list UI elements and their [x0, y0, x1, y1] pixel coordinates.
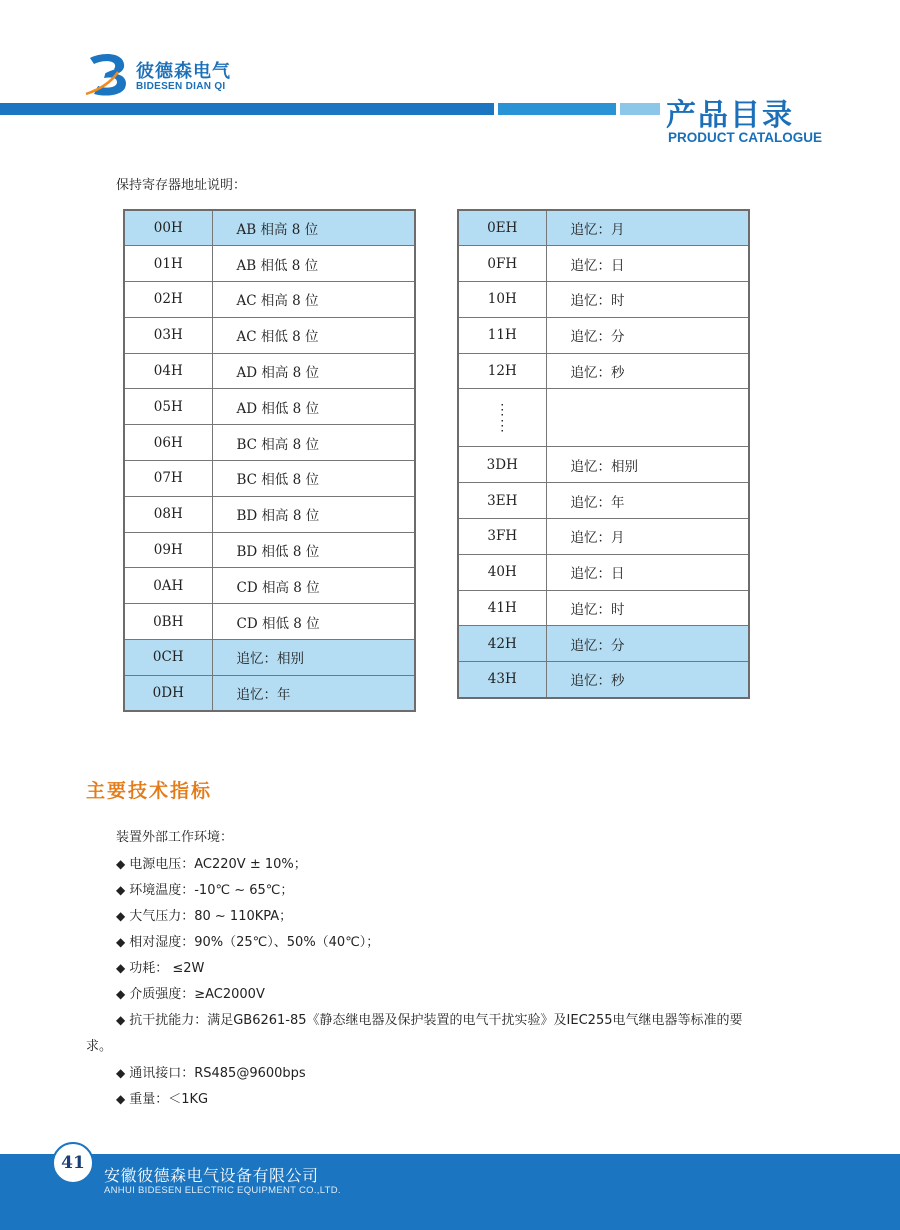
register-description: 追忆：年: [212, 675, 415, 711]
register-description: BD 相低 8 位: [212, 532, 415, 568]
catalogue-title-cn: 产品目录: [666, 98, 794, 133]
register-description: 追忆：日: [546, 246, 749, 282]
register-row: [458, 282, 749, 318]
register-description: 追忆：年: [546, 483, 749, 519]
register-address: 04H: [124, 353, 212, 389]
register-row: [124, 640, 415, 676]
register-row: [458, 389, 749, 447]
register-row: [458, 519, 749, 555]
register-description: 追忆：相别: [212, 640, 415, 676]
register-row: [124, 317, 415, 353]
register-row: [458, 590, 749, 626]
header-bar-mid: [498, 103, 616, 115]
register-table-left: [123, 209, 416, 712]
register-row: [458, 447, 749, 483]
register-address: 0EH: [458, 210, 546, 246]
register-address: 0AH: [124, 568, 212, 604]
register-description: 追忆：分: [546, 626, 749, 662]
register-row: [124, 353, 415, 389]
register-row: [124, 604, 415, 640]
register-address: 09H: [124, 532, 212, 568]
register-address: 08H: [124, 496, 212, 532]
register-row: [124, 568, 415, 604]
register-description: 追忆：月: [546, 519, 749, 555]
register-row: [458, 626, 749, 662]
register-row: [124, 389, 415, 425]
page-number: 41: [52, 1142, 94, 1184]
ellipsis-icon: ⋮: [495, 401, 510, 418]
spec-item: ◆ 环境温度：-10℃ ~ 65℃；: [116, 883, 294, 898]
register-address: 0DH: [124, 675, 212, 711]
logo-en-text: BIDESEN DIAN QI: [136, 81, 226, 92]
diamond-bullet-icon: ◆: [116, 1066, 126, 1080]
diamond-bullet-icon: ◆: [116, 1013, 126, 1027]
register-address: 10H: [458, 282, 546, 318]
register-row: [124, 282, 415, 318]
register-description: AC 相高 8 位: [212, 282, 415, 318]
register-address: 11H: [458, 317, 546, 353]
register-caption: 保持寄存器地址说明：: [116, 178, 247, 193]
company-logo: [84, 50, 244, 100]
specs-title: 主要技术指标: [86, 780, 213, 802]
register-row: [458, 662, 749, 698]
spec-item: ◆ 功耗： ≤2W: [116, 961, 205, 976]
diamond-bullet-icon: ◆: [116, 883, 126, 897]
diamond-bullet-icon: ◆: [116, 857, 126, 871]
spec-item: ◆ 大气压力：80 ~ 110KPA；: [116, 909, 293, 924]
header-bar-light: [620, 103, 660, 115]
register-address: 41H: [458, 590, 546, 626]
register-address: 0BH: [124, 604, 212, 640]
register-description: 追忆：月: [546, 210, 749, 246]
register-description: AD 相低 8 位: [212, 389, 415, 425]
register-description: AC 相低 8 位: [212, 317, 415, 353]
register-description: 追忆：秒: [546, 662, 749, 698]
catalogue-title-en: PRODUCT CATALOGUE: [668, 130, 822, 145]
register-description: BC 相高 8 位: [212, 425, 415, 461]
diamond-bullet-icon: ◆: [116, 961, 126, 975]
register-table-right: [457, 209, 750, 699]
register-row: [458, 246, 749, 282]
register-row: [124, 246, 415, 282]
spec-item: ◆ 通讯接口：RS485@9600bps: [116, 1066, 306, 1081]
register-description: 追忆：分: [546, 317, 749, 353]
register-address: 01H: [124, 246, 212, 282]
register-row: [124, 425, 415, 461]
register-description: AB 相低 8 位: [212, 246, 415, 282]
specs-list: [86, 851, 826, 1112]
register-description: AB 相高 8 位: [212, 210, 415, 246]
register-address: 06H: [124, 425, 212, 461]
register-description: 追忆：日: [546, 554, 749, 590]
spec-item: ◆ 相对湿度：90%（25℃）、50%（40℃）；: [116, 935, 380, 950]
register-description: 追忆：秒: [546, 353, 749, 389]
diamond-bullet-icon: ◆: [116, 935, 126, 949]
register-address: 3FH: [458, 519, 546, 555]
register-address: [458, 389, 546, 447]
register-row: [458, 554, 749, 590]
register-description: 追忆：时: [546, 590, 749, 626]
register-address: 07H: [124, 461, 212, 497]
spec-item: ◆ 电源电压：AC220V ± 10%；: [116, 857, 307, 872]
diamond-bullet-icon: ◆: [116, 909, 126, 923]
spec-item: ◆ 重量：＜1KG: [116, 1092, 209, 1107]
diamond-bullet-icon: ◆: [116, 987, 126, 1001]
register-address: 42H: [458, 626, 546, 662]
register-description: BD 相高 8 位: [212, 496, 415, 532]
register-address: 40H: [458, 554, 546, 590]
specs-intro: 装置外部工作环境：: [116, 830, 234, 845]
register-address: 3EH: [458, 483, 546, 519]
register-address: 0FH: [458, 246, 546, 282]
register-description: AD 相高 8 位: [212, 353, 415, 389]
register-description: [546, 389, 749, 447]
diamond-bullet-icon: ◆: [116, 1092, 126, 1106]
spec-item: ◆ 介质强度：≥AC2000V: [116, 987, 265, 1002]
register-row: [124, 210, 415, 246]
register-row: [124, 532, 415, 568]
spec-item-interference: [86, 1007, 826, 1060]
logo-cn-text: 彼德森电气: [136, 61, 231, 82]
register-address: 02H: [124, 282, 212, 318]
register-row: [124, 496, 415, 532]
interference-line-2: 求。: [86, 1039, 113, 1054]
register-row: [458, 353, 749, 389]
register-address: 0CH: [124, 640, 212, 676]
register-address: 00H: [124, 210, 212, 246]
register-row: [458, 483, 749, 519]
ellipsis-icon: ⋮: [495, 417, 510, 434]
register-row: [124, 461, 415, 497]
register-address: 3DH: [458, 447, 546, 483]
interference-line-1: 抗干扰能力：满足GB6261-85《静态继电器及保护装置的电气干扰实验》及IEC255电气继电器等标准的要: [129, 1013, 743, 1028]
register-description: CD 相低 8 位: [212, 604, 415, 640]
register-description: BC 相低 8 位: [212, 461, 415, 497]
register-address: 05H: [124, 389, 212, 425]
register-address: 43H: [458, 662, 546, 698]
logo-b-icon: [84, 50, 132, 98]
company-name-en: ANHUI BIDESEN ELECTRIC EQUIPMENT CO.,LTD.: [104, 1185, 341, 1196]
company-name-cn: 安徽彼德森电气设备有限公司: [104, 1166, 319, 1185]
register-description: CD 相高 8 位: [212, 568, 415, 604]
register-row: [458, 210, 749, 246]
register-row: [458, 317, 749, 353]
register-address: 12H: [458, 353, 546, 389]
register-description: 追忆：时: [546, 282, 749, 318]
register-row: [124, 675, 415, 711]
header-bar-dark: [0, 103, 494, 115]
register-description: 追忆：相别: [546, 447, 749, 483]
register-address: 03H: [124, 317, 212, 353]
